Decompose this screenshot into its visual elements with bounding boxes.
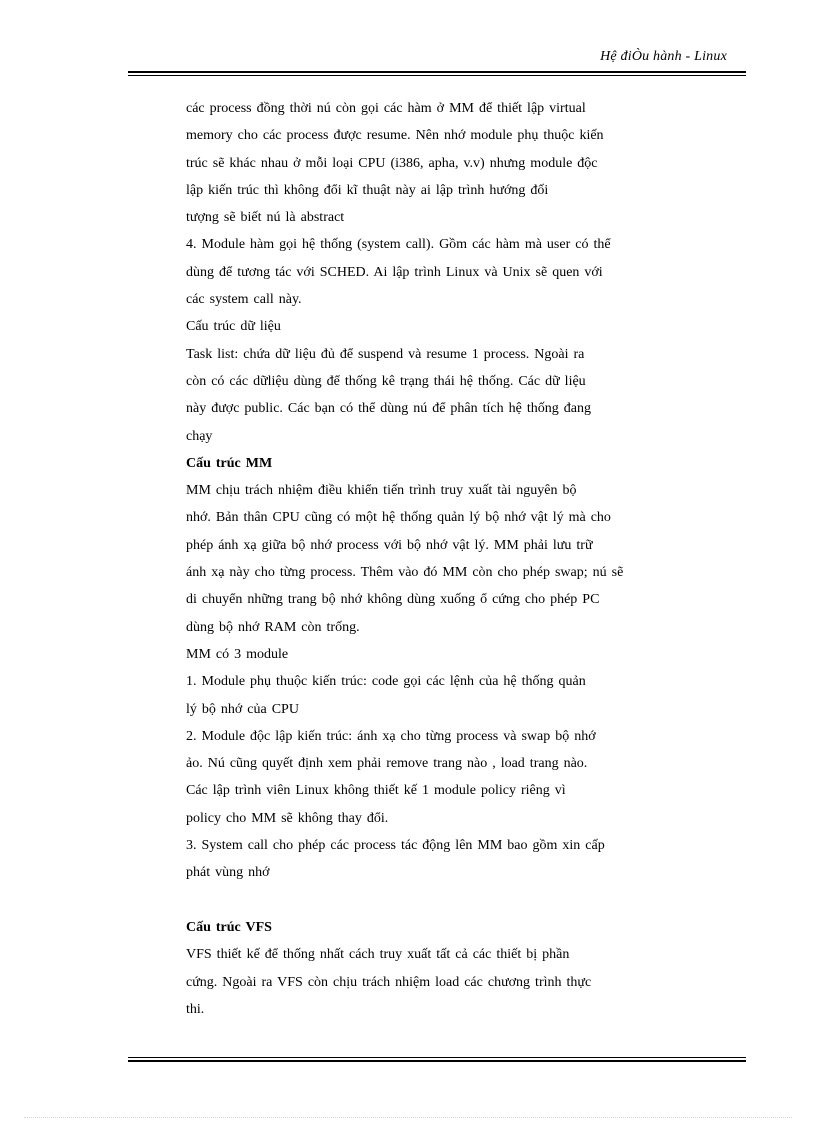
blank-line xyxy=(186,887,676,914)
section-heading-vfs: Cấu trúc VFS xyxy=(186,919,272,935)
section-heading-mm: Cấu trúc MM xyxy=(186,455,273,471)
body-line: MM có 3 module xyxy=(186,646,289,662)
body-line: các system call này. xyxy=(186,292,302,308)
footer-rule-thin xyxy=(128,1057,746,1058)
body-line: phát vùng nhớ xyxy=(186,865,270,881)
body-line: ánh xạ này cho từng process. Thêm vào đó MM còn cho phép swap; nú sẽ xyxy=(186,565,624,581)
body-line: nhớ. Bản thân CPU cũng có một hệ thống quản lý bộ nhớ vật lý mà cho xyxy=(186,510,611,526)
body-line: 3. System call cho phép các process tác động lên MM bao gồm xin cấp xyxy=(186,838,605,854)
body-line: còn có các dữliệu dùng để thống kê trạng thái hệ thống. Các dữ liệu xyxy=(186,373,586,389)
body-line: dùng để tương tác với SCHED. Ai lập trình Linux và Unix sẽ quen với xyxy=(186,264,603,280)
page-edge-dotted-line xyxy=(24,1117,792,1118)
body-line: thi. xyxy=(186,1001,205,1017)
body-line: VFS thiết kế để thống nhất cách truy xuất tất cả các thiết bị phần xyxy=(186,947,570,963)
body-line: Task list: chứa dữ liệu đủ để suspend và resume 1 process. Ngoài ra xyxy=(186,346,585,362)
footer-rule-thick xyxy=(128,1060,746,1062)
body-line: lập kiến trúc thì không đổi kĩ thuật này ai lập trình hướng đối xyxy=(186,182,549,198)
body-line: policy cho MM sẽ không thay đổi. xyxy=(186,810,389,826)
body-line: ảo. Nú cũng quyết định xem phải remove trang nào , load trang nào. xyxy=(186,756,588,772)
header-rule-thick xyxy=(128,71,746,73)
body-line: cứng. Ngoài ra VFS còn chịu trách nhiệm load các chương trình thực xyxy=(186,974,592,990)
body-line: chạy xyxy=(186,428,213,444)
body-line: MM chịu trách nhiệm điều khiển tiến trình truy xuất tài nguyên bộ xyxy=(186,483,577,499)
body-line: phép ánh xạ giữa bộ nhớ process với bộ nhớ vật lý. MM phải lưu trữ xyxy=(186,537,593,553)
header-rule-thin xyxy=(128,75,746,76)
body-line: trúc sẽ khác nhau ở mỗi loại CPU (i386, apha, v.v) nhưng module độc xyxy=(186,155,598,171)
body-line: này được public. Các bạn có thể dùng nú để phân tích hệ thống đang xyxy=(186,401,591,417)
body-line: Các lập trình viên Linux không thiết kế 1 module policy riêng vì xyxy=(186,783,566,799)
subheading-data-structures: Cấu trúc dữ liệu xyxy=(186,319,281,335)
running-header-title: Hệ điÒu hành - Linux xyxy=(600,49,727,64)
body-line: 4. Module hàm gọi hệ thống (system call). Gồm các hàm mà user có thể xyxy=(186,237,611,253)
body-line: các process đồng thời nú còn gọi các hàm ở MM để thiết lập virtual xyxy=(186,101,586,116)
body-line: 1. Module phụ thuộc kiến trúc: code gọi các lệnh của hệ thống quản xyxy=(186,674,586,690)
body-line: dùng bộ nhớ RAM còn trống. xyxy=(186,619,360,635)
body-line: di chuyển những trang bộ nhớ không dùng xuống ổ cứng cho phép PC xyxy=(186,592,600,608)
page-body xyxy=(186,95,676,1023)
body-line: memory cho các process được resume. Nên nhớ module phụ thuộc kiến xyxy=(186,128,604,144)
body-line: tượng sẽ biết nú là abstract xyxy=(186,210,345,226)
body-line: lý bộ nhớ của CPU xyxy=(186,701,299,717)
body-line: 2. Module độc lập kiến trúc: ánh xạ cho từng process và swap bộ nhớ xyxy=(186,728,596,744)
